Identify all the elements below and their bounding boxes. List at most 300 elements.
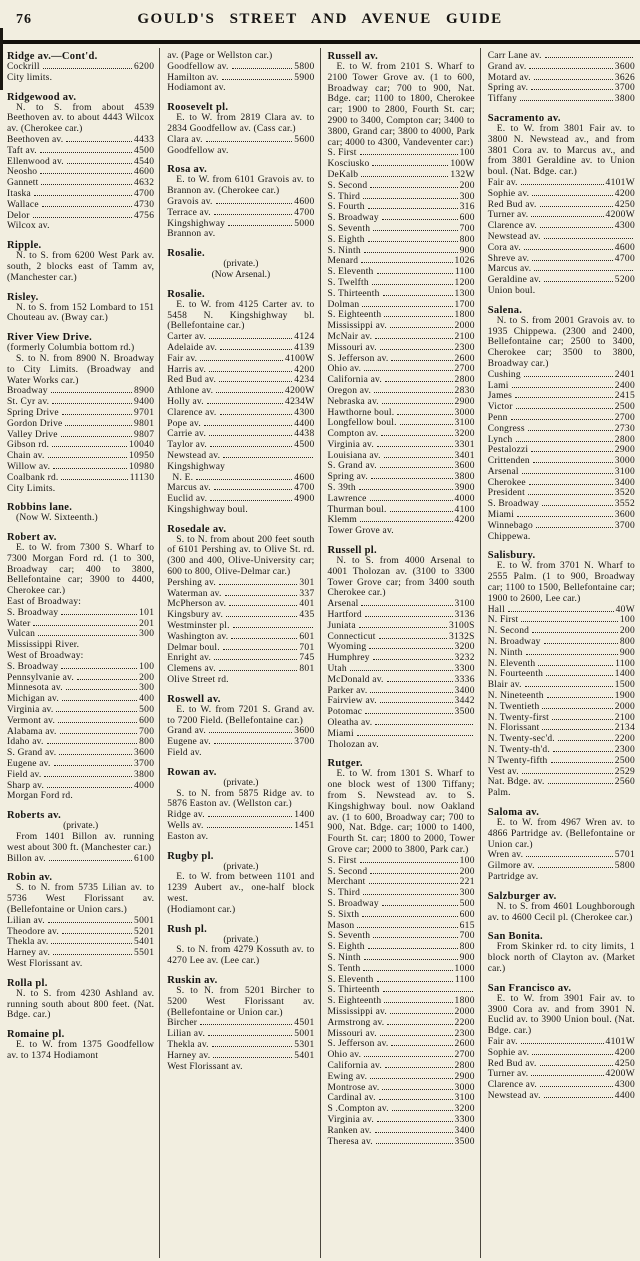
listing-row — [328, 451, 475, 462]
listing-row — [328, 289, 475, 300]
house-number: 3400 — [454, 685, 475, 696]
cross-street-name: S. Jefferson av. — [327, 353, 389, 364]
dot-leader — [223, 649, 298, 650]
listing-row — [7, 662, 154, 673]
street-description: E. to W. from 2101 S. Wharf to 2100 Tower Grove av. (1 to 600, Broadway car; 700 to 900, Nat. Bdge. car; 1100 to 1800, Cherokee car; 1900 to 2800, Fourth St. car; 2900 to 3400, Compton car; 3400 to 3800, Grand car; 3800 to 4000, Park car; 4000 to 4300, Vandeventer car:) — [327, 62, 475, 148]
house-number: 3200 — [454, 642, 475, 653]
dot-leader — [51, 943, 132, 944]
dot-leader — [62, 933, 132, 934]
dot-leader — [546, 675, 613, 676]
street-description: E. to W. from 3701 N. Wharf to 2555 Palm. (1 to 900, Broadway car; 1100 to 1500, Bellefontaine car; 1900 to 2600, Lee car.) — [487, 561, 635, 604]
listing-row — [328, 1137, 475, 1148]
house-number: 3200 — [454, 429, 475, 440]
street-heading: Rush pl. — [167, 923, 208, 935]
listing-row — [7, 948, 154, 959]
cross-street-name: Sharp av. — [7, 780, 45, 791]
cross-street-name: Wallace — [7, 199, 39, 210]
dot-leader — [544, 1097, 613, 1098]
street-heading: Ridge av.—Cont'd. — [7, 51, 98, 62]
house-number: 800 — [459, 942, 475, 953]
house-number: 3100S — [448, 620, 475, 631]
listing-row — [167, 1040, 314, 1051]
cross-street-name: Marcus av. — [487, 264, 532, 275]
cross-street-name: Westminster pl. — [167, 621, 230, 632]
street-heading: Risley. — [7, 291, 39, 303]
cross-street-name: Eugene av. — [167, 737, 211, 748]
dot-leader — [531, 216, 603, 217]
listing-row — [167, 483, 314, 494]
cross-street-name: McDonald av. — [327, 674, 384, 685]
cross-street-name: Ohio av. — [327, 1050, 362, 1061]
listing-row — [328, 899, 475, 910]
house-number: 4100 — [454, 504, 475, 515]
house-number: 2700 — [454, 1050, 475, 1061]
dot-leader — [526, 856, 613, 857]
street-heading: Rolla pl. — [7, 977, 48, 989]
cross-street-name: S. First — [327, 855, 357, 866]
dot-leader — [219, 670, 298, 671]
listing-row — [7, 440, 154, 451]
street-heading: Ripple. — [7, 240, 42, 252]
dot-leader — [370, 692, 452, 693]
cross-street-name: Virginia av. — [327, 439, 374, 450]
listing-row — [488, 648, 635, 659]
cross-street-name: Hartford — [327, 610, 362, 621]
dot-leader — [371, 478, 453, 479]
dot-leader — [228, 225, 292, 226]
listing-row — [167, 386, 314, 397]
dot-leader — [208, 1035, 292, 1036]
cross-street-name: Gordon Drive — [7, 418, 63, 429]
cross-street-name: Carter av. — [167, 332, 207, 343]
street-description: av. (Page or Wellston car.) — [167, 51, 273, 61]
listing-row — [328, 610, 475, 621]
cross-street-name: Red Bud av. — [487, 199, 537, 210]
dot-leader — [361, 262, 452, 263]
house-number: 500 — [139, 705, 155, 716]
house-number: 300 — [139, 683, 155, 694]
listing-row — [488, 680, 635, 691]
street-heading: Rutger. — [327, 758, 363, 770]
cross-street-name: S. Second — [327, 866, 368, 877]
house-number: 1100 — [454, 974, 475, 985]
house-number: 4250 — [614, 1058, 635, 1069]
listing-row — [167, 440, 314, 451]
cross-street-name: Clemens av. — [167, 664, 216, 675]
dot-leader — [391, 360, 452, 361]
house-number: 2900 — [454, 1071, 475, 1082]
cross-street-name: DeKalb — [327, 169, 359, 180]
listing-row — [167, 365, 314, 376]
cross-street-name: Virginia av. — [7, 705, 54, 716]
dot-leader — [553, 751, 613, 752]
cross-street-name: S. Third — [327, 888, 361, 899]
house-number: 1400 — [614, 669, 635, 680]
listing-row — [488, 275, 635, 286]
house-number: 4433 — [134, 134, 155, 145]
cross-street-name: S. Ninth — [327, 952, 361, 963]
dot-leader — [361, 605, 452, 606]
cross-street-name: S. Grand av. — [327, 461, 377, 472]
cross-street-name: Ohio av. — [327, 364, 362, 375]
house-number: 100 — [139, 661, 155, 672]
dot-leader — [67, 163, 132, 164]
cross-street-name: Congress — [487, 423, 525, 434]
cross-street-name: Newstead av. — [487, 1090, 541, 1101]
dot-leader — [548, 783, 613, 784]
house-number: 600 — [459, 213, 475, 224]
listing-row — [328, 964, 475, 975]
dot-leader — [219, 381, 292, 382]
dot-leader — [373, 659, 453, 660]
dot-leader — [540, 1065, 613, 1066]
listing-terminal-line: West Florissant av. — [7, 958, 83, 969]
listing-row — [488, 1048, 635, 1059]
listing-row — [167, 643, 314, 654]
house-number: 3100 — [454, 1093, 475, 1104]
cross-street-name: Idaho av. — [7, 737, 44, 748]
listing-row — [167, 821, 314, 832]
listing-row — [328, 642, 475, 653]
dot-leader — [391, 1045, 452, 1046]
listing-row — [328, 397, 475, 408]
street-description: (formerly Columbia bottom rd.) — [7, 343, 135, 354]
listing-row — [7, 770, 154, 781]
cross-street-name: N. Nineteenth — [487, 691, 544, 702]
listing-row — [328, 192, 475, 203]
listing-row — [167, 632, 314, 643]
listing-terminal-line: Mississippi River. — [7, 640, 80, 651]
dot-leader — [204, 425, 292, 426]
house-number: 1451 — [294, 821, 315, 832]
street-description: E. to W. from 4125 Carter av. to 5458 N. Kingshighway bl. (Bellefontaine car.) — [167, 299, 315, 332]
house-number: 5301 — [294, 1039, 315, 1050]
listing-row — [167, 1051, 314, 1062]
street-description: E. to W. from 2819 Clara av. to 2834 Goodfellow av. (Cass car.) — [167, 113, 315, 134]
cross-street-name: Grand av. — [167, 726, 206, 737]
dot-leader — [369, 648, 452, 649]
street-description: E. to W. from 6101 Gravois av. to Brannon av. (Cherokee car.) — [167, 175, 315, 197]
listing-row — [167, 219, 314, 230]
cross-street-name: S. Eleventh — [327, 974, 374, 985]
listing-row — [328, 505, 475, 516]
house-number: 3136 — [454, 610, 475, 621]
cross-street-name: S. Eighth — [327, 234, 365, 245]
cross-street-name: N Twenty-fifth — [487, 755, 548, 766]
house-number: 2415 — [614, 391, 635, 402]
house-number: 316 — [459, 202, 475, 213]
dot-leader — [365, 616, 453, 617]
cross-street-name: N. Twenty-th'd. — [487, 745, 550, 756]
cross-street-name: Taft av. — [7, 145, 37, 156]
cross-street-name: Shreve av. — [487, 253, 530, 264]
listing-row — [488, 94, 635, 105]
dot-leader — [544, 643, 618, 644]
cross-street-name: Pope av. — [167, 418, 201, 429]
listing-row — [7, 927, 154, 938]
dot-leader — [59, 754, 132, 755]
cross-street-name: Lami — [487, 380, 509, 391]
cross-street-name: Carr Lane av. — [487, 51, 542, 61]
street-description: N. to S. from 4000 Arsenal to 4001 Tholozan av. (3100 to 3300 Tower Grove car; from 3400 south Cherokee car.) — [327, 556, 475, 599]
listing-row — [167, 62, 314, 73]
cross-street-name: Mississippi av. — [327, 321, 387, 332]
street-description: N. to S. from 4601 Loughborough av. to 4600 Cecil pl. (Cherokee car.) — [487, 901, 635, 923]
dot-leader — [380, 467, 453, 468]
listing-row — [328, 375, 475, 386]
cross-street-name: Kingshighway — [167, 218, 226, 229]
cross-street-name: Mason — [327, 920, 355, 931]
house-number: 3700 — [614, 520, 635, 531]
listing-row — [328, 877, 475, 888]
dot-leader — [210, 500, 292, 501]
house-number: 5800 — [614, 861, 635, 872]
cross-street-name: Hamilton av. — [167, 72, 219, 83]
house-number: 401 — [299, 599, 315, 610]
cross-street-name: Minnesota av. — [7, 683, 63, 694]
listing-row — [488, 189, 635, 200]
street-subnote: (private.) — [63, 821, 99, 832]
dot-leader — [524, 376, 613, 377]
listing-row — [488, 1037, 635, 1048]
listing-row — [328, 408, 475, 419]
listing-row — [328, 996, 475, 1007]
listing-terminal-line: West of Broadway: — [7, 651, 84, 662]
house-number: 4200W — [605, 210, 635, 221]
dot-leader — [53, 468, 127, 469]
house-number: 3800 — [454, 472, 475, 483]
dot-leader — [209, 371, 292, 372]
dot-leader — [558, 740, 613, 741]
cross-street-name: Cora av. — [487, 242, 521, 253]
dot-leader — [390, 327, 453, 328]
listing-row — [328, 386, 475, 397]
cross-street-name: Virginia av. — [327, 1114, 374, 1125]
listing-row — [328, 267, 475, 278]
listing-row — [328, 256, 475, 267]
cross-street-name: Gilmore av. — [487, 861, 535, 872]
listing-terminal-line: Field av. — [167, 748, 202, 759]
dot-leader — [508, 611, 614, 612]
house-number: 9400 — [134, 397, 155, 408]
house-number: 4101W — [605, 177, 635, 188]
cross-street-name: N. E. — [167, 472, 194, 483]
dot-leader — [38, 635, 137, 636]
listing-row — [328, 1104, 475, 1115]
dot-leader — [529, 68, 612, 69]
dot-leader — [42, 206, 132, 207]
house-number: 1100 — [615, 658, 635, 669]
cross-street-name: Ranken av. — [327, 1125, 372, 1136]
listing-row — [167, 332, 314, 343]
street-heading: Roberts av. — [7, 810, 62, 822]
house-number: 4000 — [134, 780, 155, 791]
street-heading: Ruskin av. — [167, 974, 218, 986]
listing-row — [328, 664, 475, 675]
listing-row — [7, 189, 154, 200]
house-number: 3800 — [614, 94, 635, 105]
dot-leader — [362, 306, 452, 307]
street-heading: Ridgewood av. — [7, 91, 77, 103]
cross-street-name: S. 39th — [327, 483, 356, 494]
listing-row — [328, 856, 475, 867]
header-rule — [0, 40, 640, 44]
house-number: 4101W — [605, 1036, 635, 1047]
house-number: 3900 — [454, 483, 475, 494]
cross-street-name: Fair av. — [487, 1036, 518, 1047]
house-number: 4438 — [294, 429, 315, 440]
cross-street-name: N. Fourteenth — [487, 669, 544, 680]
listing-row — [7, 157, 154, 168]
cross-street-name: Lynch — [487, 434, 513, 445]
street-heading: Salzburger av. — [487, 890, 557, 902]
house-number: 2200 — [614, 734, 635, 745]
listing-row — [488, 499, 635, 510]
dot-leader — [532, 632, 618, 633]
house-number: 3552 — [614, 499, 635, 510]
house-number: 3700 — [134, 759, 155, 770]
house-number: 2200 — [454, 1017, 475, 1028]
street-description: N. to S. from 4230 Ashland av. running south about 800 feet. (Nat. Bdge. car.) — [7, 988, 155, 1021]
dot-leader — [377, 446, 453, 447]
dot-leader — [365, 713, 452, 714]
dot-leader — [382, 905, 458, 906]
dot-leader — [532, 260, 613, 261]
street-heading: Robbins lane. — [7, 502, 73, 514]
house-number: 4000 — [454, 493, 475, 504]
cross-street-name: Nat. Bdge. av. — [487, 777, 545, 788]
dot-leader — [520, 100, 613, 101]
dot-leader — [387, 681, 453, 682]
house-number: 615 — [459, 920, 475, 931]
listing-row — [488, 850, 635, 861]
listing-row — [328, 1072, 475, 1083]
dot-leader — [213, 1057, 292, 1058]
street-description: E. to W. from 4967 Wren av. to 4866 Partridge av. (Bellefontaine or Union car.) — [487, 818, 635, 850]
dot-leader — [233, 627, 313, 628]
house-number: 1900 — [614, 691, 635, 702]
dot-leader — [540, 227, 613, 228]
listing-terminal-line: Olive Street rd. — [167, 675, 229, 686]
cross-street-name: S. Twelfth — [327, 277, 369, 288]
cross-street-name: Field av. — [7, 769, 42, 780]
cross-street-name: Longfellow boul. — [327, 418, 397, 429]
listing-terminal-line: Goodfellow av. — [167, 145, 229, 156]
cross-street-name: Newstead av. — [487, 231, 541, 242]
dot-leader — [387, 1024, 452, 1025]
house-number: 3336 — [454, 674, 475, 685]
dot-leader — [368, 948, 458, 949]
listing-row — [7, 146, 154, 157]
dot-leader — [214, 489, 292, 490]
cross-street-name: Thekla av. — [167, 1039, 209, 1050]
cross-street-name: Theresa av. — [327, 1136, 373, 1147]
cross-street-name: Montrose av. — [327, 1082, 380, 1093]
dot-leader — [551, 762, 613, 763]
cross-street-name: Itaska — [7, 188, 31, 199]
listing-row — [328, 921, 475, 932]
listing-row — [488, 1069, 635, 1080]
dot-leader — [360, 521, 453, 522]
cross-street-name: Lilian av. — [167, 1029, 206, 1040]
cross-street-name: N. Twenty-sec'd. — [487, 734, 555, 745]
house-number: 2830 — [454, 385, 475, 396]
street-heading: Rosalie. — [167, 288, 205, 300]
dot-leader — [34, 195, 132, 196]
listing-row — [328, 621, 475, 632]
listing-row — [328, 1083, 475, 1094]
dot-leader — [380, 349, 453, 350]
cross-street-name: S. Third — [327, 191, 361, 202]
cross-street-name: S. Ninth — [327, 245, 361, 256]
dot-leader — [363, 198, 458, 199]
dot-leader — [370, 873, 457, 874]
dot-leader — [384, 1002, 452, 1003]
cross-street-name: Arsenal — [487, 466, 519, 477]
listing-row — [328, 675, 475, 686]
cross-street-name: S. Broadway — [487, 499, 540, 510]
cross-street-name: Hawthorne boul. — [327, 407, 395, 418]
house-number: 1100 — [454, 267, 475, 278]
listing-row — [488, 73, 635, 84]
cross-street-name: S. Jefferson av. — [327, 1039, 389, 1050]
house-number: 6200 — [134, 62, 155, 72]
dot-leader — [397, 414, 452, 415]
dot-leader — [209, 732, 292, 733]
house-number: 601 — [299, 631, 315, 642]
cross-street-name: Vest av. — [487, 766, 519, 777]
street-description: S. to N. from 8900 N. Broadway to City Limits. (Broadway and Water Works car.) — [7, 353, 155, 386]
listing-row — [488, 221, 635, 232]
street-heading: Sacramento av. — [487, 112, 561, 124]
cross-street-name: Athlone av. — [167, 386, 214, 397]
house-number: 100 — [459, 855, 475, 866]
dot-leader — [364, 370, 452, 371]
dot-leader — [517, 516, 613, 517]
cross-street-name: Tiffany — [487, 94, 518, 105]
house-number: 745 — [299, 653, 315, 664]
dot-leader — [382, 403, 453, 404]
cross-street-name: Gibson rd. — [7, 440, 50, 451]
listing-row — [488, 391, 635, 402]
listing-row — [7, 386, 154, 397]
house-number: 3520 — [614, 488, 635, 499]
cross-street-name: S. Seventh — [327, 223, 371, 234]
listing-row — [488, 1091, 635, 1102]
dot-leader — [379, 1099, 453, 1100]
cross-street-name: Theodore av. — [7, 926, 59, 937]
cross-street-name: Connecticut — [327, 631, 376, 642]
dot-leader — [359, 627, 447, 628]
house-number: 4632 — [134, 178, 155, 189]
dot-leader — [531, 89, 613, 90]
cross-street-name: Parker av. — [327, 685, 368, 696]
listing-row — [328, 707, 475, 718]
listing-row — [488, 713, 635, 724]
cross-street-name: Fair av. — [487, 177, 518, 188]
dot-leader — [40, 173, 132, 174]
dot-leader — [62, 414, 132, 415]
dot-leader — [33, 625, 137, 626]
cross-street-name: S .Compton av. — [327, 1104, 389, 1115]
house-number: 2560 — [614, 777, 635, 788]
cross-street-name: Terrace av. — [167, 207, 211, 218]
house-number: 4124 — [294, 332, 315, 343]
house-number: 3232 — [454, 653, 475, 664]
cross-street-name: Euclid av. — [167, 494, 208, 505]
cross-street-name: Thurman boul. — [327, 504, 387, 515]
house-number: 3600 — [614, 510, 635, 521]
